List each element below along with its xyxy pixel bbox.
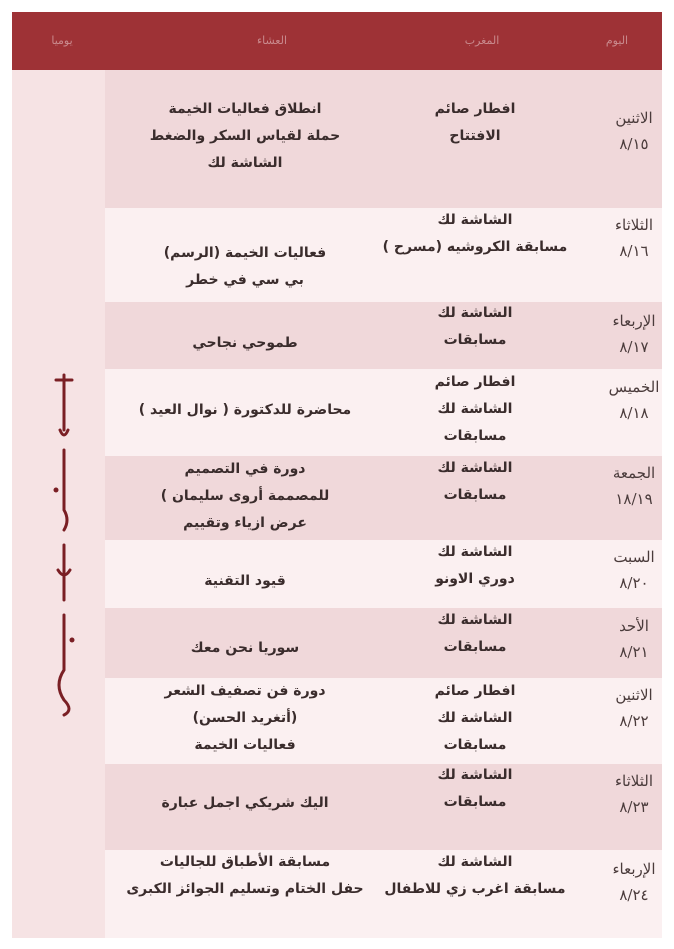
- maghrib-cell: الشاشة لك دوري الاونو: [435, 544, 515, 587]
- day-cell: الإربعاء ٨/١٧: [612, 312, 656, 356]
- isha-cell: مسابقة الأطباق للجاليات حفل الختام وتسليم الجوائز الكبرى: [126, 854, 364, 897]
- maghrib-cell: الشاشة لك مسابقات: [437, 305, 513, 348]
- day-cell: الخميس ٨/١٨: [608, 378, 660, 422]
- maghrib-cell: الشاشة لك مسابقات: [437, 612, 513, 655]
- maghrib-cell: الشاشة لك مسابقات: [437, 767, 513, 810]
- header-day: اليوم: [605, 34, 629, 47]
- maghrib-cell: افطار صائم الشاشة لك مسابقات: [434, 374, 516, 444]
- isha-cell: اليك شريكي اجمل عبارة: [161, 795, 329, 811]
- isha-cell: دورة في التصميم للمصممة أروى سليمان ) عرض ازياء وتقييم: [160, 461, 330, 531]
- daily-column: [12, 70, 105, 938]
- maghrib-cell: الشاشة لك مسابقة الكروشيه (مسرح ): [382, 212, 568, 255]
- header-isha: العشاء: [256, 34, 288, 47]
- maghrib-cell: افطار صائم الشاشة لك مسابقات: [434, 683, 516, 753]
- isha-cell: طموحي نجاحي: [192, 335, 298, 351]
- day-cell: الاثنين ٨/١٥: [615, 109, 653, 153]
- header-maghrib: المغرب: [464, 34, 500, 47]
- day-cell: الجمعة ١٨/١٩: [612, 464, 656, 508]
- day-cell: الاثنين ٨/٢٢: [615, 686, 653, 730]
- day-cell: الإربعاء ٨/٢٤: [612, 860, 656, 904]
- maghrib-cell: الشاشة لك مسابقة اغرب زي للاطفال: [384, 854, 566, 897]
- isha-cell: محاضرة للدكتورة ( نوال العيد ): [138, 402, 352, 418]
- day-cell: الثلاثاء ٨/٢٣: [614, 772, 653, 816]
- day-cell: الثلاثاء ٨/١٦: [614, 216, 653, 260]
- isha-cell: دورة فن تصفيف الشعر (أتغريد الحسن) فعاليات الخيمة: [164, 683, 326, 753]
- maghrib-cell: افطار صائم الافتتاح: [434, 101, 516, 144]
- isha-cell: سوريا نحن معك: [190, 640, 300, 656]
- day-cell: السبت ٨/٢٠: [613, 548, 655, 592]
- day-cell: الأحد ٨/٢١: [619, 617, 649, 661]
- isha-cell: قيود التقنية: [204, 573, 286, 589]
- isha-cell: انطلاق فعاليات الخيمة حملة لقياس السكر والضغط الشاشة لك: [149, 101, 341, 171]
- calligraphy-caption: [34, 370, 94, 720]
- maghrib-cell: الشاشة لك مسابقات: [437, 460, 513, 503]
- table-header: [12, 12, 662, 70]
- isha-cell: فعاليات الخيمة (الرسم) بي سي في خطر: [163, 245, 327, 288]
- header-daily: يوميا: [51, 34, 73, 47]
